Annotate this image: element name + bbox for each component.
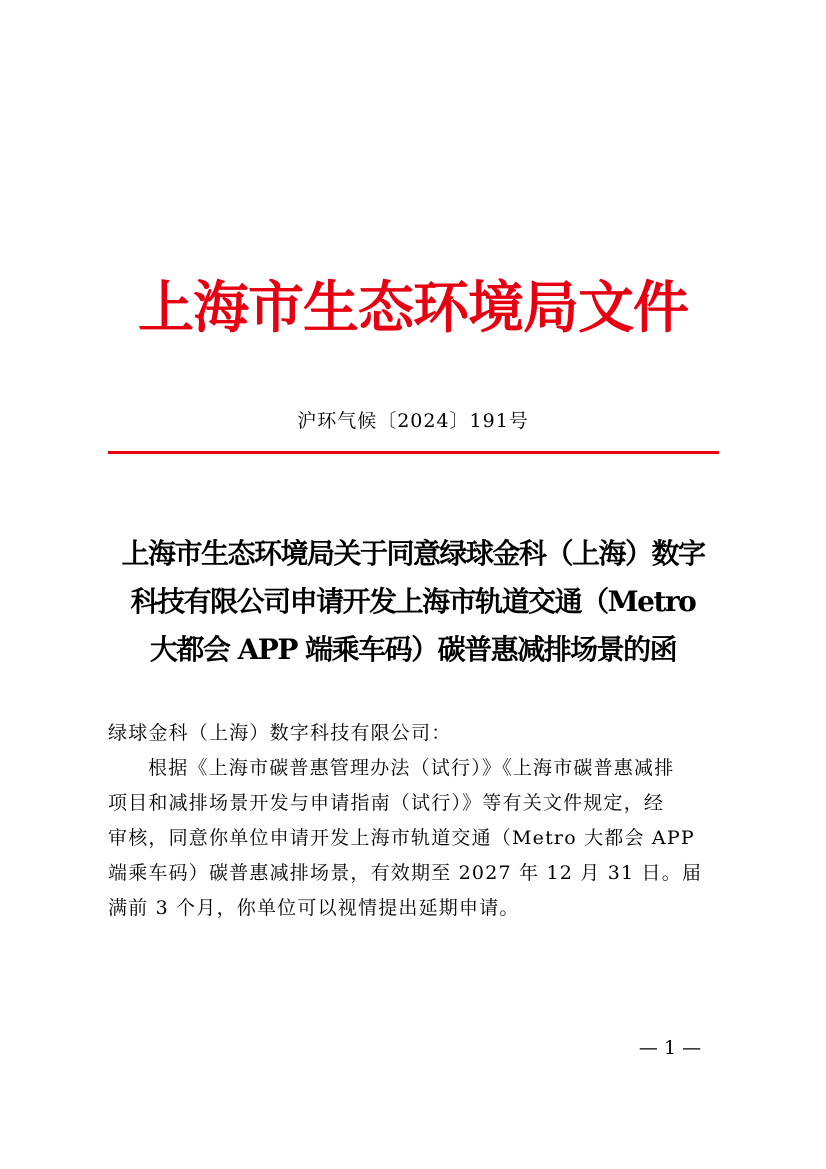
- page-number: — 1 —: [638, 1037, 702, 1059]
- title-line: 上海市生态环境局关于同意绿球金科（上海）数字: [121, 537, 705, 570]
- body-line: 审核，同意你单位申请开发上海市轨道交通（Metro 大都会 APP: [108, 827, 695, 849]
- document-masthead: 上海市生态环境局文件: [138, 275, 688, 341]
- salutation: 绿球金科（上海）数字科技有限公司：: [108, 722, 452, 744]
- title-line: 科技有限公司申请开发上海市轨道交通（Metro: [130, 585, 696, 618]
- body-line: 满前 3 个月，你单位可以视情提出延期申请。: [108, 897, 520, 919]
- body-line: 项目和减排场景开发与申请指南（试行）》等有关文件规定，经: [108, 792, 665, 814]
- title-line: 大都会 APP 端乘车码）碳普惠减排场景的函: [149, 633, 677, 666]
- document-body: [108, 716, 720, 926]
- red-divider-line: [108, 451, 719, 454]
- body-line: 根据《上海市碳普惠管理办法（试行）》《上海市碳普惠减排: [148, 757, 675, 779]
- document-number: 沪环气候〔2024〕191号: [297, 410, 529, 432]
- document-title: [100, 530, 726, 674]
- body-line: 端乘车码）碳普惠减排场景，有效期至 2027 年 12 月 31 日。届: [108, 862, 703, 884]
